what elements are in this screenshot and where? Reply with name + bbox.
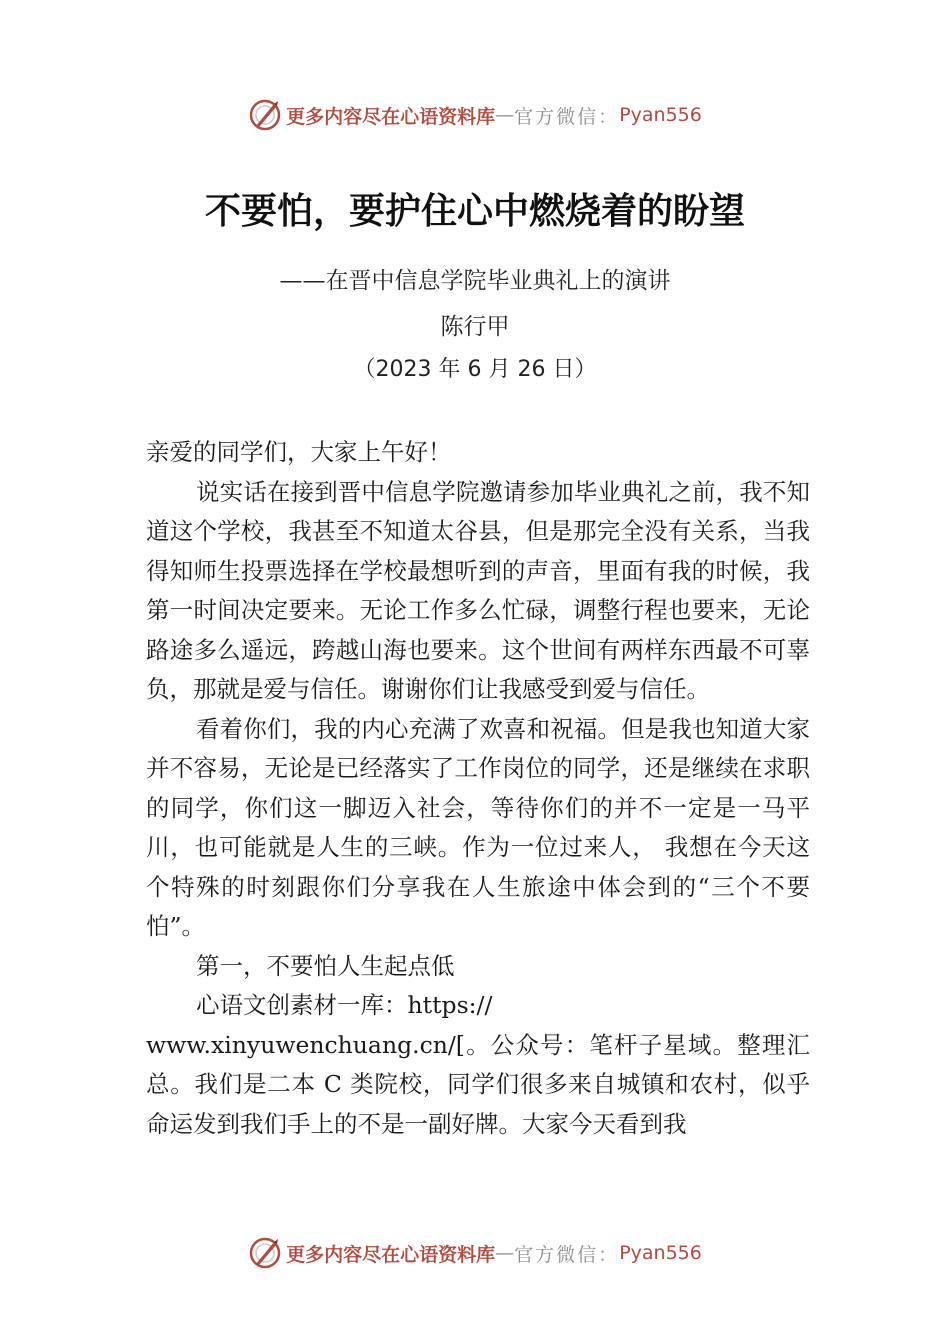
- document-author: 陈行甲: [440, 314, 510, 340]
- banner-wechat-id: Pyan556: [619, 1242, 702, 1264]
- salutation-paragraph: 亲爱的同学们，大家上午好！: [146, 438, 452, 466]
- banner-wechat-label: 官方微信：: [514, 1243, 620, 1266]
- banner-wechat-id: Pyan556: [619, 104, 702, 126]
- document-title: 不要怕，要护住心中燃烧着的盼望: [204, 190, 745, 232]
- banner-wechat-label: 官方微信：: [514, 105, 620, 128]
- source-note-paragraph: 心语文创素材一库：https://: [196, 991, 493, 1019]
- header-watermark-banner: [0, 95, 950, 135]
- banner-separator: —: [495, 104, 515, 126]
- body-paragraph: 说实话在接到晋中信息学院邀请参加毕业典礼之前，我不知道这个学校，我甚至不知道太谷县，但是那完全没有关系，当我得知师生投票选择在学校最想听到的声音，里面有我的时候，我第一时间决定要来。无论工作多么忙碌，调整行程也要来，无论路途多么遥远，跨越山海也要来。这个世间有两样东西最不可辜负，那就是爱与信任。谢谢你们让我感受到爱与信任。: [146, 477, 810, 703]
- quill-pen-seal-icon: [248, 1236, 282, 1270]
- document-body: [146, 433, 810, 1144]
- banner-main-text: 更多内容尽在心语资料库: [286, 1243, 496, 1266]
- body-paragraph: 看着你们，我的内心充满了欢喜和祝福。但是我也知道大家并不容易，无论是已经落实了工作岗位的同学，还是继续在求职的同学，你们这一脚迈入社会，等待你们的并不一定是一马平川，也可能就是人生的三峡。作为一位过来人， 我想在今天这个特殊的时刻跟你们分享我在人生旅途中体会到的“三个不要怕”。: [146, 714, 810, 940]
- document-subtitle: ——在晋中信息学院毕业典礼上的演讲: [279, 268, 671, 294]
- footer-watermark-banner: [0, 1233, 950, 1273]
- section-heading: 第一，不要怕人生起点低: [196, 951, 455, 980]
- banner-separator: —: [495, 1242, 515, 1264]
- document-date: （2023 年 6 月 26 日）: [353, 357, 597, 382]
- quill-pen-seal-icon: [248, 98, 282, 132]
- body-paragraph: www.xinyuwenchuang.cn/[。公众号：笔杆子星域。整理汇总。我们是二本 C 类院校，同学们很多来自城镇和农村，似乎命运发到我们手上的不是一副好牌。大家今天看到我: [146, 1030, 810, 1138]
- banner-main-text: 更多内容尽在心语资料库: [286, 105, 496, 128]
